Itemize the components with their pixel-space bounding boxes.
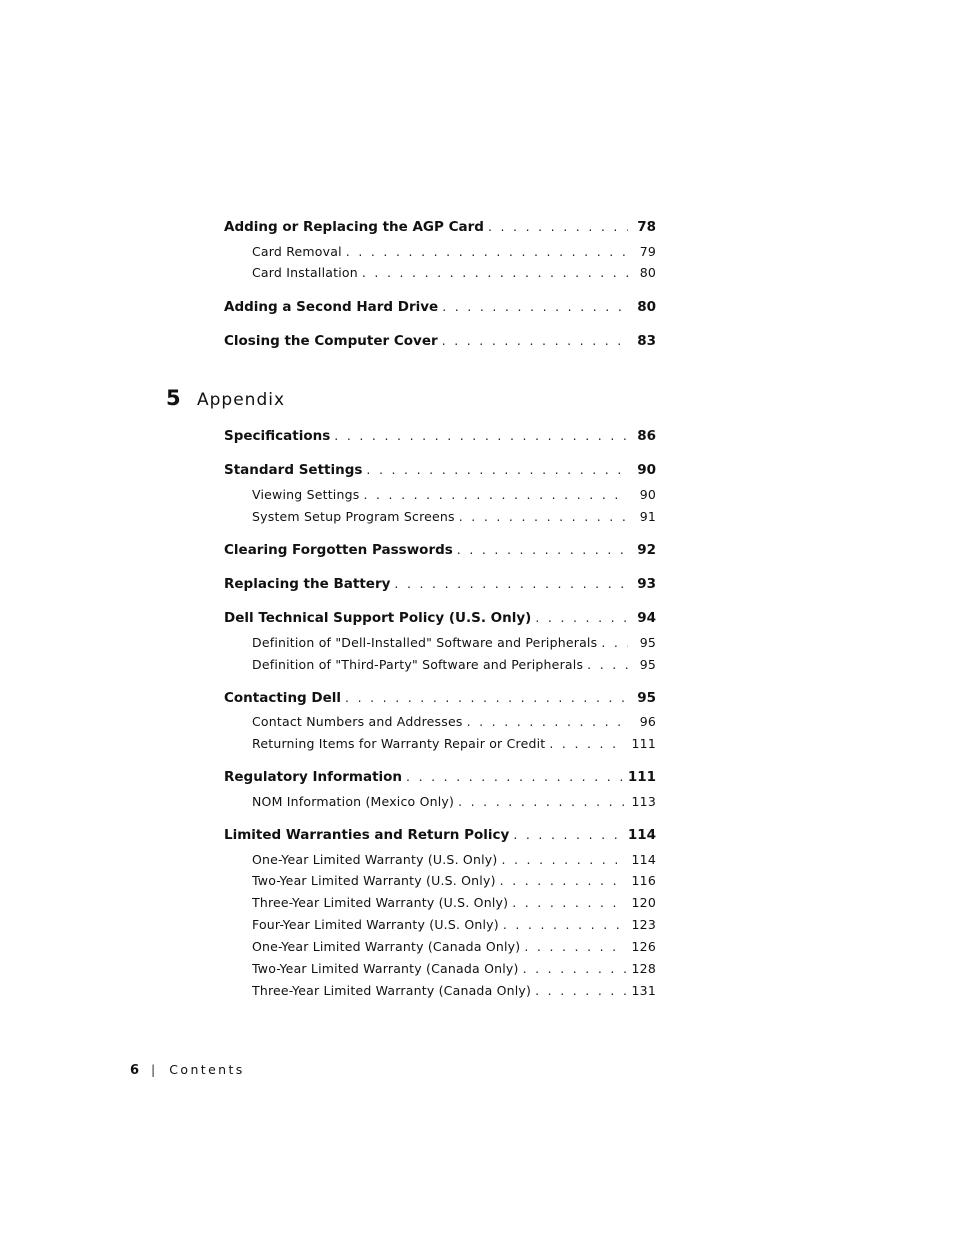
toc-entry-warranty-3yr-us[interactable] bbox=[252, 895, 656, 910]
toc-entry-second-hard-drive[interactable] bbox=[224, 299, 656, 315]
entry-page: 86 bbox=[637, 428, 656, 444]
dot-leader bbox=[503, 917, 626, 932]
toc-entry-warranties[interactable] bbox=[224, 827, 656, 843]
entry-title: One-Year Limited Warranty (U.S. Only) bbox=[252, 852, 498, 867]
entry-title: Standard Settings bbox=[224, 462, 363, 478]
dot-leader bbox=[442, 333, 628, 348]
entry-page: 116 bbox=[631, 873, 656, 888]
entry-page: 83 bbox=[637, 333, 656, 349]
entry-title: Adding or Replacing the AGP Card bbox=[224, 219, 484, 235]
chapter-title: Appendix bbox=[197, 390, 286, 410]
entry-title: Regulatory Information bbox=[224, 769, 403, 785]
entry-title: Definition of "Dell-Installed" Software and Peripherals bbox=[252, 635, 598, 650]
dot-leader bbox=[406, 769, 622, 784]
dot-leader bbox=[442, 299, 628, 314]
toc-entry-card-installation[interactable] bbox=[252, 265, 656, 280]
entry-title: Replacing the Battery bbox=[224, 576, 391, 592]
entry-page: 123 bbox=[631, 917, 656, 932]
entry-page: 90 bbox=[639, 487, 656, 502]
toc-entry-regulatory[interactable] bbox=[224, 769, 656, 785]
entry-page: 94 bbox=[637, 610, 656, 626]
toc-entry-warranty-1yr-canada[interactable] bbox=[252, 939, 656, 954]
dot-leader bbox=[334, 428, 628, 443]
entry-page: 91 bbox=[639, 509, 656, 524]
entry-page: 126 bbox=[631, 939, 656, 954]
toc-entry-contacting-dell[interactable] bbox=[224, 690, 656, 706]
entry-page: 96 bbox=[639, 714, 656, 729]
entry-title: Specifications bbox=[224, 428, 331, 444]
entry-title: Four-Year Limited Warranty (U.S. Only) bbox=[252, 917, 499, 932]
toc-entry-battery[interactable] bbox=[224, 576, 656, 592]
chapter-heading bbox=[166, 386, 285, 410]
footer-separator: | bbox=[151, 1062, 156, 1077]
dot-leader bbox=[512, 895, 625, 910]
toc-entry-third-party[interactable] bbox=[252, 657, 656, 672]
entry-page: 95 bbox=[639, 657, 656, 672]
entry-page: 95 bbox=[637, 690, 656, 706]
entry-title: Contacting Dell bbox=[224, 690, 342, 706]
entry-title: Definition of "Third-Party" Software and Peripherals bbox=[252, 657, 584, 672]
dot-leader bbox=[523, 961, 626, 976]
toc-entry-warranty-1yr-us[interactable] bbox=[252, 852, 656, 867]
entry-page: 95 bbox=[639, 635, 656, 650]
dot-leader bbox=[345, 690, 628, 705]
dot-leader bbox=[524, 939, 625, 954]
entry-title: Closing the Computer Cover bbox=[224, 333, 438, 349]
dot-leader bbox=[535, 983, 625, 998]
entry-title: Card Removal bbox=[252, 244, 342, 259]
dot-leader bbox=[535, 610, 628, 625]
dot-leader bbox=[459, 509, 628, 524]
entry-title: Three-Year Limited Warranty (Canada Only) bbox=[252, 983, 532, 998]
toc-entry-specifications[interactable] bbox=[224, 428, 656, 444]
dot-leader bbox=[601, 635, 628, 650]
entry-page: 114 bbox=[627, 827, 656, 843]
entry-page: 92 bbox=[637, 542, 656, 558]
dot-leader bbox=[457, 542, 628, 557]
page-footer bbox=[130, 1062, 245, 1078]
toc-entry-standard-settings[interactable] bbox=[224, 462, 656, 478]
dot-leader bbox=[500, 873, 626, 888]
dot-leader bbox=[346, 244, 628, 259]
entry-page: 120 bbox=[631, 895, 656, 910]
entry-page: 111 bbox=[627, 769, 656, 785]
entry-title: Three-Year Limited Warranty (U.S. Only) bbox=[252, 895, 509, 910]
entry-page: 114 bbox=[631, 852, 656, 867]
entry-title: Contact Numbers and Addresses bbox=[252, 714, 463, 729]
dot-leader bbox=[362, 265, 628, 280]
entry-title: Two-Year Limited Warranty (U.S. Only) bbox=[252, 873, 496, 888]
toc-entry-warranty-2yr-us[interactable] bbox=[252, 873, 656, 888]
entry-title: Dell Technical Support Policy (U.S. Only) bbox=[224, 610, 532, 626]
toc-entry-returning-items[interactable] bbox=[252, 736, 656, 751]
entry-title: Card Installation bbox=[252, 265, 358, 280]
entry-page: 78 bbox=[637, 219, 656, 235]
entry-page: 80 bbox=[637, 299, 656, 315]
entry-title: System Setup Program Screens bbox=[252, 509, 455, 524]
entry-title: NOM Information (Mexico Only) bbox=[252, 794, 455, 809]
toc-entry-contact-numbers[interactable] bbox=[252, 714, 656, 729]
dot-leader bbox=[366, 462, 628, 477]
dot-leader bbox=[488, 219, 628, 234]
entry-page: 113 bbox=[631, 794, 656, 809]
entry-title: Viewing Settings bbox=[252, 487, 360, 502]
toc-entry-dell-installed[interactable] bbox=[252, 635, 656, 650]
entry-page: 90 bbox=[637, 462, 656, 478]
entry-page: 93 bbox=[637, 576, 656, 592]
entry-page: 111 bbox=[631, 736, 656, 751]
entry-page: 80 bbox=[639, 265, 656, 280]
entry-title: Clearing Forgotten Passwords bbox=[224, 542, 453, 558]
toc-entry-forgotten-passwords[interactable] bbox=[224, 542, 656, 558]
dot-leader bbox=[549, 736, 625, 751]
dot-leader bbox=[587, 657, 628, 672]
toc-entry-nom[interactable] bbox=[252, 794, 656, 809]
entry-page: 131 bbox=[631, 983, 656, 998]
entry-title: Two-Year Limited Warranty (Canada Only) bbox=[252, 961, 519, 976]
dot-leader bbox=[513, 827, 621, 842]
footer-page-number: 6 bbox=[130, 1063, 140, 1078]
entry-page: 128 bbox=[631, 961, 656, 976]
entry-title: One-Year Limited Warranty (Canada Only) bbox=[252, 939, 521, 954]
toc-entry-card-removal[interactable] bbox=[252, 244, 656, 259]
toc-entry-agp-card[interactable] bbox=[224, 219, 656, 235]
toc-entry-viewing-settings[interactable] bbox=[252, 487, 656, 502]
toc-entry-warranty-3yr-canada[interactable] bbox=[252, 983, 656, 998]
toc-entry-warranty-4yr-us[interactable] bbox=[252, 917, 656, 932]
entry-title: Returning Items for Warranty Repair or Credit bbox=[252, 736, 546, 751]
footer-label: Contents bbox=[169, 1062, 245, 1077]
toc-entry-warranty-2yr-canada[interactable] bbox=[252, 961, 656, 976]
entry-title: Adding a Second Hard Drive bbox=[224, 299, 439, 315]
dot-leader bbox=[501, 852, 625, 867]
entry-title: Limited Warranties and Return Policy bbox=[224, 827, 510, 843]
toc-entry-support-policy[interactable] bbox=[224, 610, 656, 626]
chapter-number: 5 bbox=[166, 386, 181, 410]
toc-entry-system-setup[interactable] bbox=[252, 509, 656, 524]
entry-page: 79 bbox=[639, 244, 656, 259]
dot-leader bbox=[458, 794, 625, 809]
dot-leader bbox=[467, 714, 628, 729]
dot-leader bbox=[394, 576, 628, 591]
dot-leader bbox=[363, 487, 628, 502]
toc-entry-closing-cover[interactable] bbox=[224, 333, 656, 349]
